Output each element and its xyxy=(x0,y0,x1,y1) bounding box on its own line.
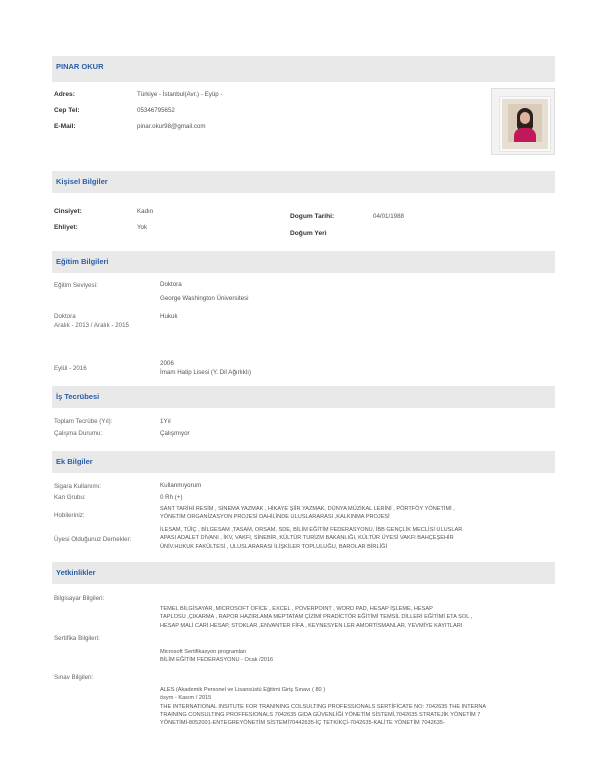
department-value: Hukuk xyxy=(160,313,178,320)
highschool-name: İmam Hatip Lisesi (Y. Dil Ağırlıklı) xyxy=(160,369,252,376)
birth-date-value: 04/01/1988 xyxy=(373,213,404,220)
total-experience-value: 1Yıl xyxy=(160,418,171,425)
profile-photo xyxy=(491,88,555,155)
gender-label: Cinsiyet: xyxy=(54,208,82,215)
certificates-value: Microsoft Sertifikasyon programları BİLİM EĞİTİM FEDERASYONU - Ocak /2016 xyxy=(160,649,274,664)
exams-value: ALES (Akademik Personel ve Lisansüstü Eğitimi Giriş Sınavı ( 80 ) ösym - Kasım / 2015 THE INTERNATIONAL INSITUTE FOR TRANINING COLSULTING PROFESSIONALS SERTİFİCATE NO: 7042635 THE INTERNA TRAINING CONSULTING PROFFESIONALS 7042635 GIDA GÜVENLİĞİ YÖNETİM SİSTEMİ,7042635 STRATEJİK YÖNETİM 7 YÖNETİMİ-8052001-ENTEGREYÖNETİM SİSTEMİ70442635-İÇ TETKİKÇİ-7042635-KALİTE YÖNETİM 7042635- xyxy=(160,687,487,727)
smoking-label: Sigara Kullanımı: xyxy=(54,483,102,490)
highschool-year: 2006 xyxy=(160,360,174,367)
section-work xyxy=(52,386,555,408)
degree-label: Doktora xyxy=(54,313,76,320)
hobbies-value: SANT TARİHİ RESİM , SİNEMA YAZMAK , HİKAYE ŞİİR YAZMAK, DÜNYA MÜZİKAL LERİNİ , PÖRTFÖY YÖNETİMİ , YÖNETİM ORGANİZASYON PROJESİ DAHİLİNDE ULUSLARARASI ,KALKINMA PROJESİ xyxy=(160,506,455,521)
hobbies-label: Hobileriniz: xyxy=(54,512,85,519)
phone-value: 05346795652 xyxy=(137,107,175,114)
phone-label: Cep Tel: xyxy=(54,107,80,114)
certificates-label: Sertifika Bilgileri: xyxy=(54,635,100,642)
birth-date-label: Dogum Tarihi: xyxy=(290,213,335,220)
email-label: E-Mail: xyxy=(54,123,76,130)
blood-value: 0 Rh (+) xyxy=(160,494,183,501)
section-skills-title: Yetkinlikler xyxy=(56,568,96,577)
work-status-value: Çalışmıyor xyxy=(160,430,190,437)
section-education-title: Eğitim Bilgileri xyxy=(56,257,109,266)
education-level-value: Doktora xyxy=(160,281,182,288)
person-name: PINAR OKUR xyxy=(56,62,104,71)
section-extra-title: Ek Bilgiler xyxy=(56,457,93,466)
highschool-date: Eylül - 2016 xyxy=(54,365,87,372)
address-label: Adres: xyxy=(54,91,75,98)
section-extra xyxy=(52,451,555,473)
license-value: Yok xyxy=(137,224,148,231)
section-education xyxy=(52,251,555,273)
total-experience-label: Toplam Tecrübe (Yıl): xyxy=(54,418,113,425)
degree-period: Aralık - 2013 / Aralık - 2015 xyxy=(54,322,129,329)
section-personal xyxy=(52,171,555,193)
address-value: Türkiye - İstanbul(Avr.) - Eyüp - xyxy=(137,91,223,98)
email-value[interactable]: pinar.okur98@gmail.com xyxy=(137,123,206,130)
license-label: Ehliyet: xyxy=(54,224,78,231)
section-work-title: İş Tecrübesi xyxy=(56,392,100,401)
university-name: George Washington Üniversitesi xyxy=(160,295,249,302)
name-header xyxy=(52,56,555,82)
memberships-label: Üyesi Olduğunuz Dernekler: xyxy=(54,536,132,543)
section-skills xyxy=(52,562,555,584)
birth-place-label: Doğum Yeri xyxy=(290,230,327,237)
gender-value: Kadın xyxy=(137,208,154,215)
computer-skills-label: Bilgisayar Bilgileri: xyxy=(54,595,105,602)
section-personal-title: Kişisel Bilgiler xyxy=(56,177,108,186)
computer-skills-value: TEMEL BİLGİSAYAR, MICROSOFT OFİCE , EXCEL , POVERPOINT , WORD PAD, HESAP İŞLEME, HESAP TAPLOSU ,ÇIKARMA , RAPOR HAZIRLAMA MEPTATAM ÇİZİMİ PRADİCTÖR EĞİTİMİ TEMSİL DİLLERİ EĞİTİMİ ETA SOL , HESAP MALİ CARİ HESAP, STOKLAR ,ENVANTER FİFA , KEYNESYEN LER AMORTİSMANLAR, YEVMİYE KAYITLARI xyxy=(160,606,473,629)
memberships-value: İLESAM, TÜİÇ , BİLGESAM ,TASAM, ORSAM, SDE, BİLİM EĞİTİM FEDERASYONU, İBB GENÇLİK MECLİSİ ULUSLAR APASI ADALET DİVANI , İKV, VAKFI, SİNEBİR, KÜLTÜR TURİZM BAKANLIĞI, KÜLTÜR ÜYESİ VAKFI BAHÇEŞEHİR ÜNİV.HUKUK FAKÜLTESİ , ULUSLARARASI İLİŞKİLER TOPLULUĞU, BAROLAR BİRLİĞİ xyxy=(160,527,463,550)
education-level-label: Eğitim Seviyesi: xyxy=(54,282,98,289)
work-status-label: Çalışma Durumu: xyxy=(54,430,103,437)
blood-label: Kan Grubu: xyxy=(54,494,86,501)
smoking-value: Kullanmıyorum xyxy=(160,482,202,489)
exams-label: Sınav Bilgileri: xyxy=(54,674,94,681)
